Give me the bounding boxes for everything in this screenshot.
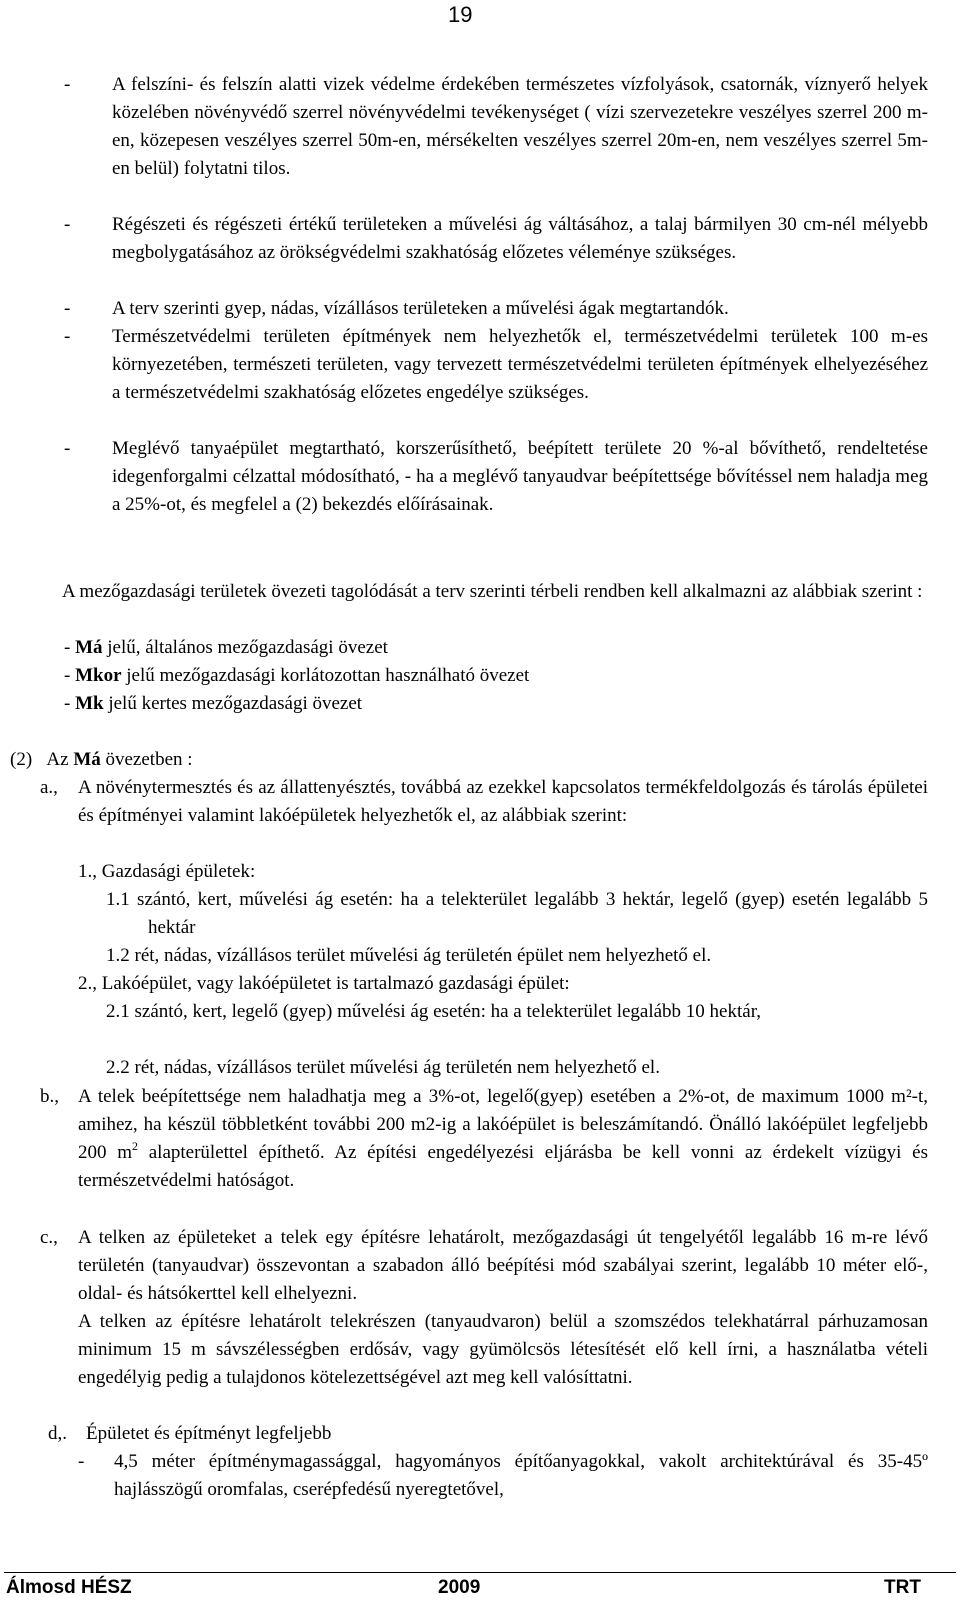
bullet-dash: - xyxy=(64,214,71,235)
bullet-item-archaeology: Régészeti és régészeti értékű területeken a művelési ág váltásához, a talaj bármilyen 30 cm-nél mélyebb megbolygatásához az örökségvédelmi szakhatóság előzetes véleménye szükséges. xyxy=(112,214,928,263)
item-label-d: d,. xyxy=(48,1423,67,1444)
item-b-text-part2: alapterülettel építhető. Az építési engedélyezési eljárásba be kell vonni az érdekelt vízügyi és természetvédelmi hatóságot. xyxy=(78,1142,929,1191)
page-footer xyxy=(0,1577,960,1607)
section-heading-pre: Az xyxy=(46,749,69,770)
footer-place: Álmosd xyxy=(6,1577,76,1598)
item-c-text-2: A telken az építésre lehatárolt telekrészen (tanyaudvaron) belül a szomszédos telekhatárral párhuzamosan minimum 15 m sávszélességben erdősáv, vagy gyümölcsös létesítését elő kell írni, a használatba vételi engedélyig pedig a tulajdonos kötelezettségével azt meg kell valósíttatni. xyxy=(78,1311,928,1388)
footer-doc-type: HÉSZ xyxy=(80,1577,132,1598)
bullet-dash: - xyxy=(64,298,71,319)
item-label-a: a., xyxy=(40,777,58,798)
item-a1-1 xyxy=(106,886,928,942)
item-d-title: Épületet és építményt legfeljebb xyxy=(86,1423,332,1444)
section-zone-code: Má xyxy=(73,749,101,770)
superscript-2: 2 xyxy=(132,1139,139,1153)
item-a2-title: 2., Lakóépület, vagy lakóépületet is tartalmazó gazdasági épület: xyxy=(78,973,570,994)
bullet-dash: - xyxy=(78,1451,85,1472)
bullet-item-nature-protection: Természetvédelmi területen építmények nem helyezhetők el, természetvédelmi területek 100 m-es környezetében, természeti területen, vagy tervezett természetvédelmi területen építmények elhelyezéséhez a természetvédelmi szakhatóság előzetes engedélye szükséges. xyxy=(112,326,928,403)
zone-code: Mkor xyxy=(75,665,122,686)
item-a2-1 xyxy=(106,998,928,1026)
footer-year: 2009 xyxy=(438,1577,481,1598)
zones-intro: A mezőgazdasági területek övezeti tagolódását a terv szerinti térbeli rendben kell alkalmazni az alábbiak szerint : xyxy=(62,581,923,602)
zone-item-mk: - Mk jelű kertes mezőgazdasági övezet xyxy=(64,693,363,714)
item-a2-2: 2.2 rét, nádas, vízállásos terület művelési ág területén nem helyezhető el. xyxy=(106,1057,660,1078)
zone-code: Má xyxy=(75,637,103,658)
page-number: 19 xyxy=(448,2,473,27)
bullet-item-grassland: A terv szerinti gyep, nádas, vízállásos területeken a művelési ágak megtartandók. xyxy=(112,298,729,319)
section-number: (2) xyxy=(10,749,33,770)
bullet-item-farmstead: Meglévő tanyaépület megtartható, korszerűsíthető, beépített területe 20 %-al bővíthető, rendeltetése idegenforgalmi célzattal módosítható, - ha a meglévő tanyaudvar beépítettsége bővítéssel nem haladja meg a 25%-ot, és megfelel a (2) bekezdés előírásainak. xyxy=(112,438,928,515)
bullet-dash: - xyxy=(64,74,71,95)
section-2-heading xyxy=(10,746,410,774)
zone-item-mkor: - Mkor jelű mezőgazdasági korlátozottan használható övezet xyxy=(64,665,530,686)
item-d-1: 4,5 méter építménymagassággal, hagyományos építőanyagokkal, vakolt architektúrával és 35-45º hajlásszögű oromfalas, cserépfedésű nyeregtetővel, xyxy=(114,1451,928,1500)
footer-left xyxy=(6,1577,132,1599)
item-b-text xyxy=(78,1083,928,1195)
bullet-dash: - xyxy=(64,326,71,347)
item-a2-1-text: 2.1 szántó, kert, legelő (gyep) művelési ág esetén: ha a telekterület legalább 10 hektár, xyxy=(106,1001,762,1022)
zone-description: jelű kertes mezőgazdasági övezet xyxy=(108,693,363,714)
item-b-text-part1: A telek beépítettsége nem haladhatja meg a 3%-ot, legelő(gyep) esetében a 2%-ot, de maximum 1000 m²-t, amihez, ha készül többletként további 200 m2-ig a lakóépület is beleszámítandó. Önálló lakóépület legfeljebb 200 m xyxy=(78,1086,928,1163)
item-a1-2: 1.2 rét, nádas, vízállásos terület művelési ág területén épület nem helyezhető el. xyxy=(106,945,712,966)
zone-code: Mk xyxy=(75,693,104,714)
zone-item-ma: - Má jelű, általános mezőgazdasági övezet xyxy=(64,637,388,658)
item-c-text: A telken az épületeket a telek egy építésre lehatárolt, mezőgazdasági út tengelyétől legalább 16 m-re lévő területén (tanyaudvar) összevontan a szabadon álló beépítési mód szabályai szerint, legalább 10 méter elő-, oldal- és hátsókerttel kell elhelyezni. xyxy=(78,1227,928,1304)
footer-right: TRT xyxy=(884,1577,921,1598)
zone-description: jelű mezőgazdasági korlátozottan használható övezet xyxy=(126,665,530,686)
zone-description: jelű, általános mezőgazdasági övezet xyxy=(107,637,388,658)
item-a1-1-text: 1.1 szántó, kert, művelési ág esetén: ha a telekterület legalább 3 hektár, legelő (gyep) esetén legalább 5 hektár xyxy=(106,889,928,938)
bullet-dash: - xyxy=(64,438,71,459)
bullet-item-water-protection: A felszíni- és felszín alatti vizek védelme érdekében természetes vízfolyások, csatornák, víznyerő helyek közelében növényvédő szerrel növényvédelmi tevékenységet ( vízi szervezetekre veszélyes szerrel 200 m-en, közepesen veszélyes szerrel 50m-en, mérsékelten veszélyes szerrel 20m-en, nem veszélyes szerrel 5m-en belül) folytatni tilos. xyxy=(112,74,928,179)
section-heading-post: övezetben : xyxy=(105,749,193,770)
footer-rule xyxy=(4,1572,956,1573)
item-a1-title: 1., Gazdasági épületek: xyxy=(78,861,256,882)
item-a-text: A növénytermesztés és az állattenyésztés, továbbá az ezekkel kapcsolatos termékfeldolgozás és tárolás épületei és építményei valamint lakóépületek helyezhetők el, az alábbiak szerint: xyxy=(78,777,928,826)
item-label-b: b., xyxy=(40,1086,59,1107)
item-label-c: c., xyxy=(40,1227,58,1248)
